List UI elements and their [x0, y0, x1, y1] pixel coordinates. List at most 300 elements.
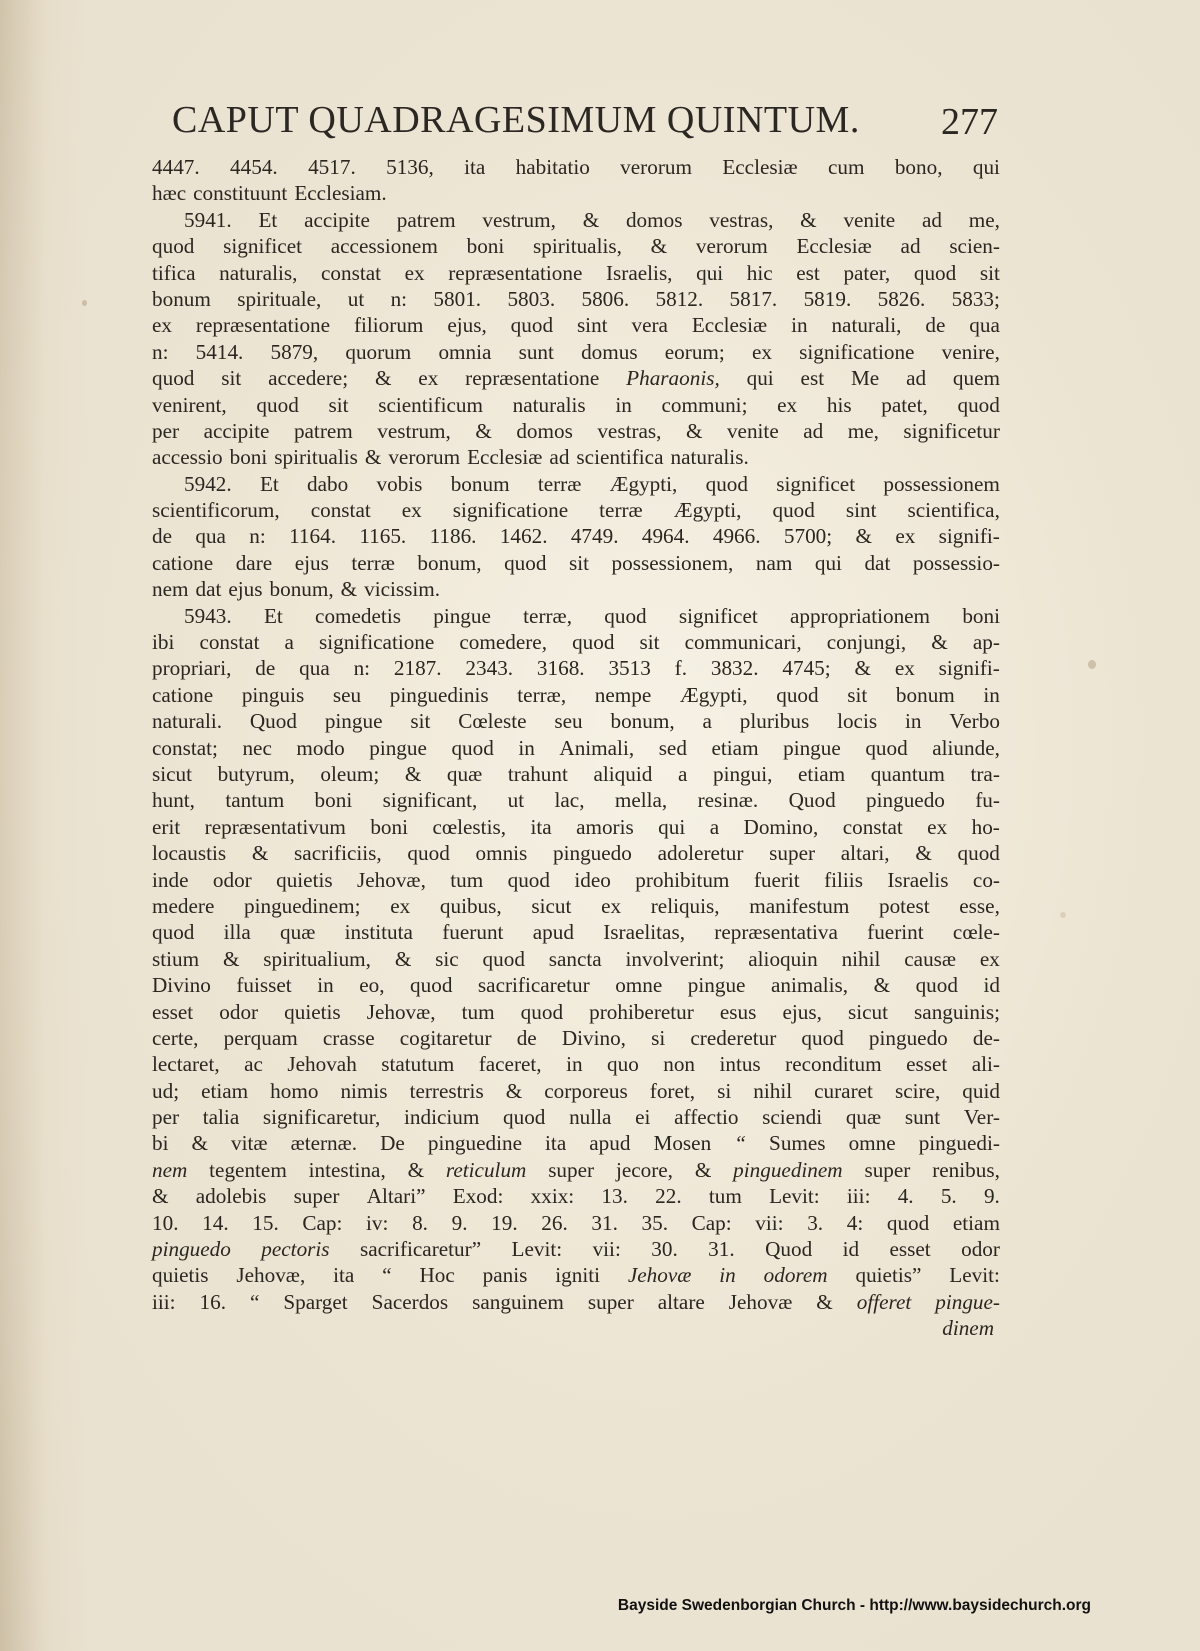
- word: bonum: [450, 471, 510, 496]
- word: quod: [520, 999, 564, 1024]
- word: significetur: [903, 418, 1000, 443]
- word: ejus,: [782, 999, 822, 1024]
- text-line: [152, 761, 1000, 787]
- word: Quod: [249, 709, 297, 734]
- word: pingue: [783, 735, 841, 760]
- word: pinguedo: [868, 1025, 948, 1050]
- word: bono,: [894, 155, 943, 179]
- word: Israelitas,: [603, 920, 685, 945]
- text-line: [152, 814, 1000, 840]
- word: sic: [435, 946, 459, 971]
- word: ho-: [971, 814, 1000, 839]
- word: etiam: [798, 761, 846, 786]
- word: pluribus: [739, 709, 810, 734]
- word: in: [317, 973, 334, 998]
- word: seu: [554, 709, 583, 734]
- word: sacrificiis,: [294, 841, 382, 866]
- word: odor: [219, 999, 259, 1024]
- body-text: [152, 154, 1000, 1342]
- word: his: [826, 392, 852, 417]
- word: cogitaretur: [399, 1025, 492, 1050]
- word: vestras,: [709, 207, 774, 232]
- word: omne: [615, 973, 663, 998]
- word: Ecclesiæ: [467, 445, 543, 470]
- word: verorum: [388, 445, 461, 470]
- word: 13.: [601, 1184, 628, 1209]
- word: tra-: [970, 761, 1000, 786]
- word: qua: [969, 313, 1000, 338]
- text-line: [152, 1183, 1000, 1209]
- word: quod: [776, 682, 819, 707]
- word: boni: [370, 814, 408, 839]
- word: Jehovæ,: [357, 867, 426, 892]
- word: venirent,: [152, 392, 227, 417]
- word: ideo: [574, 867, 611, 892]
- word: homo: [270, 1078, 319, 1103]
- paper-stain: [82, 300, 87, 306]
- word: Cap:: [691, 1210, 732, 1235]
- word: ibi: [152, 630, 175, 655]
- word: qua: [299, 656, 330, 681]
- word: patrem: [396, 207, 456, 232]
- word: spiritualis,: [533, 234, 622, 259]
- word: habitatio: [515, 155, 590, 179]
- word: boni: [962, 603, 1000, 628]
- word: pinguedinis: [389, 682, 489, 707]
- word: Jehovæ,: [366, 999, 436, 1024]
- word: esse,: [959, 893, 1000, 918]
- word: 4:: [846, 1210, 864, 1235]
- word: &: [505, 1078, 523, 1103]
- word: super: [293, 1184, 340, 1209]
- word: nam: [755, 550, 793, 575]
- word: “: [382, 1263, 392, 1288]
- word: &: [816, 1289, 833, 1314]
- page-header: [172, 98, 998, 158]
- word: constat: [321, 260, 382, 285]
- text-line: [152, 1236, 1000, 1262]
- word: Ver-: [963, 1105, 1000, 1130]
- word: Ecclesiæ: [691, 313, 768, 338]
- text-line: [152, 444, 1000, 470]
- word: 1462.: [499, 524, 548, 549]
- text-line: [152, 1078, 1000, 1104]
- word: possessionem,: [611, 550, 734, 575]
- text-line: [152, 708, 1000, 734]
- word: vii:: [755, 1210, 784, 1235]
- word: filiis: [824, 867, 863, 892]
- source-watermark: Bayside Swedenborgian Church - http://www.baysidechurch.org: [617, 1597, 1091, 1614]
- word: quod: [510, 313, 554, 338]
- word: spiritualium,: [263, 946, 371, 971]
- word: sicut: [152, 761, 193, 786]
- word: Sparget: [283, 1289, 348, 1314]
- word: possessio-: [912, 550, 1000, 575]
- word: ejus: [228, 577, 263, 602]
- word: ex: [401, 498, 422, 523]
- word: qui: [696, 260, 724, 285]
- word: vestras,: [597, 418, 662, 443]
- word: Levit:: [511, 1237, 563, 1262]
- word: cum: [827, 155, 865, 179]
- word: Pharaonis,: [626, 366, 720, 391]
- word: sit: [979, 260, 1000, 285]
- word: si: [651, 1025, 666, 1050]
- word: curaret: [814, 1078, 873, 1103]
- word: Cap:: [302, 1210, 343, 1235]
- word: n:: [353, 656, 371, 681]
- word: propriari,: [152, 656, 232, 681]
- word: “: [249, 1289, 260, 1314]
- word: pingue: [687, 973, 746, 998]
- word: æternæ.: [290, 1131, 358, 1156]
- word: Et: [263, 603, 283, 628]
- word: lac,: [554, 788, 585, 813]
- word: repræsentatione: [465, 366, 600, 391]
- word: tum: [450, 867, 484, 892]
- word: communi;: [661, 392, 748, 417]
- text-line: [152, 550, 1000, 576]
- word: resinæ.: [697, 788, 759, 813]
- word: id: [842, 1237, 860, 1262]
- word: scientificum: [378, 392, 483, 417]
- word: Quod: [788, 788, 836, 813]
- word: venite: [843, 207, 896, 232]
- word: prohiberetur: [589, 999, 694, 1024]
- word: de: [255, 656, 276, 681]
- word: ex: [927, 814, 948, 839]
- word: fuerint: [867, 920, 924, 945]
- word: esset: [889, 1237, 931, 1262]
- word: bi: [152, 1131, 169, 1156]
- word: quod: [801, 1025, 844, 1050]
- word: &: [931, 630, 948, 655]
- word: adolebis: [195, 1184, 267, 1209]
- word: quod: [152, 366, 195, 391]
- word: mella,: [614, 788, 668, 813]
- word: conjungi,: [826, 630, 907, 655]
- word: &: [650, 234, 668, 259]
- word: 5812.: [655, 286, 704, 311]
- word: ad: [922, 207, 942, 232]
- word: altare: [657, 1289, 705, 1314]
- word: iv:: [366, 1210, 389, 1235]
- word: 3168.: [536, 656, 585, 681]
- text-line: [152, 1210, 1000, 1236]
- word: eorum;: [664, 339, 725, 364]
- text-line: [152, 286, 1000, 312]
- word: nihil: [753, 1078, 793, 1103]
- word: catione: [152, 550, 214, 575]
- word: quod: [504, 550, 547, 575]
- word: sit: [847, 682, 868, 707]
- word: 4749.: [570, 524, 619, 549]
- word: 5806.: [581, 286, 630, 311]
- word: super: [548, 1157, 595, 1182]
- word: vera: [631, 313, 668, 338]
- word: ex: [404, 260, 425, 285]
- word: significet: [223, 234, 302, 259]
- text-line: [152, 1289, 1000, 1315]
- word: qui: [814, 550, 842, 575]
- word: significet: [776, 471, 856, 496]
- word: domus: [581, 339, 638, 364]
- word: ex: [601, 893, 622, 918]
- word: de: [152, 524, 172, 549]
- text-line: [152, 603, 1000, 629]
- text-line: [152, 471, 1000, 497]
- word: sed: [658, 735, 687, 760]
- word: quod: [886, 1210, 930, 1235]
- text-line: [152, 180, 1000, 206]
- word: pinguedo: [152, 1237, 231, 1262]
- word: &: [407, 1157, 425, 1182]
- word: ad: [900, 234, 921, 259]
- text-line: [152, 629, 1000, 655]
- word: in: [719, 1263, 736, 1288]
- word: sacrificaretur”: [359, 1237, 482, 1262]
- word: tegentem: [209, 1157, 287, 1182]
- word: offeret: [856, 1289, 912, 1314]
- word: de: [925, 313, 946, 338]
- word: quibus,: [439, 893, 502, 918]
- word: boni: [466, 234, 505, 259]
- word: involverint;: [625, 946, 725, 971]
- word: ita: [333, 1263, 355, 1288]
- word: in: [566, 1052, 583, 1077]
- word: Ecclesiæ: [722, 155, 798, 179]
- word: panis: [482, 1263, 528, 1288]
- word: qui: [658, 814, 686, 839]
- word: instituta: [344, 920, 413, 945]
- word: 14.: [202, 1210, 229, 1235]
- word: sanguinis;: [914, 999, 1000, 1024]
- word: 4.: [897, 1184, 914, 1209]
- word: 5801.: [433, 286, 482, 311]
- word: fu-: [975, 788, 1000, 813]
- word: trahunt: [507, 761, 568, 786]
- word: sint: [576, 313, 608, 338]
- word: ut: [507, 788, 525, 813]
- word: tum: [461, 999, 495, 1024]
- word: ex: [390, 893, 411, 918]
- word: pingue: [324, 709, 383, 734]
- word: accedere;: [268, 366, 349, 391]
- text-line: [152, 1315, 1000, 1341]
- word: spirituale,: [237, 286, 322, 311]
- word: scire,: [894, 1078, 941, 1103]
- word: intus: [719, 1052, 761, 1077]
- word: &: [152, 1184, 169, 1209]
- word: nihil: [841, 946, 881, 971]
- word: &: [364, 445, 382, 470]
- word: nem: [152, 1157, 188, 1182]
- text-line: [152, 787, 1000, 813]
- running-head: CAPUT QUADRAGESIMUM QUINTUM.: [172, 99, 860, 141]
- word: qui: [746, 366, 774, 391]
- word: modo: [296, 735, 345, 760]
- word: quietis: [276, 867, 333, 892]
- word: me,: [847, 418, 879, 443]
- word: 5819.: [803, 286, 852, 311]
- word: n:: [390, 286, 408, 311]
- word: non: [663, 1052, 696, 1077]
- word: constat: [199, 630, 260, 655]
- word: sancta: [548, 946, 602, 971]
- word: esset: [906, 1052, 948, 1077]
- word: ac: [244, 1052, 263, 1077]
- word: etiam: [711, 735, 759, 760]
- word: Me: [850, 366, 880, 391]
- word: pingui,: [712, 761, 773, 786]
- word: sanguinem: [472, 1289, 564, 1314]
- text-line: [152, 972, 1000, 998]
- word: hic: [746, 260, 773, 285]
- word: vitæ: [231, 1131, 268, 1156]
- text-line: [152, 1262, 1000, 1288]
- word: accipite: [304, 207, 370, 232]
- word: prohibitum: [635, 867, 730, 892]
- text-line: [152, 418, 1000, 444]
- word: quod: [705, 471, 748, 496]
- word: bonum,: [269, 577, 334, 602]
- page-number: 277: [941, 101, 998, 143]
- word: renibus,: [932, 1157, 1000, 1182]
- word: constat: [310, 498, 371, 523]
- word: terræ,: [523, 603, 572, 628]
- word: in: [791, 313, 808, 338]
- word: dabo: [307, 471, 349, 496]
- word: est: [800, 366, 825, 391]
- text-line: [152, 840, 1000, 866]
- word: ut: [347, 286, 365, 311]
- word: verorum: [695, 234, 768, 259]
- word: potest: [878, 893, 930, 918]
- word: spiritualis: [274, 445, 358, 470]
- text-line: [152, 154, 1000, 180]
- word: de: [516, 1025, 537, 1050]
- word: comedetis: [315, 603, 401, 628]
- word: animalis,: [770, 973, 849, 998]
- word: butyrum,: [217, 761, 295, 786]
- word: quod: [772, 498, 815, 523]
- word: super: [864, 1157, 911, 1182]
- word: illa: [223, 920, 251, 945]
- word: Cœleste: [458, 709, 527, 734]
- word: Exod:: [452, 1184, 504, 1209]
- word: scientifica,: [907, 498, 1000, 523]
- word: quorum: [345, 339, 412, 364]
- word: a: [284, 630, 294, 655]
- word: n:: [249, 524, 266, 549]
- word: 5833;: [951, 286, 1000, 311]
- text-line: [152, 655, 1000, 681]
- word: 5942.: [184, 471, 232, 496]
- word: ejus: [294, 550, 329, 575]
- word: aliquid: [593, 761, 653, 786]
- text-line: [152, 392, 1000, 418]
- word: a: [702, 709, 712, 734]
- word: naturalis: [512, 392, 586, 417]
- text-line: [152, 207, 1000, 233]
- word: aliunde,: [932, 735, 1000, 760]
- word: &: [404, 761, 422, 786]
- word: nimis: [340, 1078, 388, 1103]
- word: corporeus: [544, 1078, 628, 1103]
- word: etiam: [952, 1210, 1000, 1235]
- word: quod: [410, 973, 453, 998]
- word: 8.: [412, 1210, 428, 1235]
- word: significatione: [318, 630, 435, 655]
- word: &: [374, 366, 392, 391]
- word: Animali,: [559, 735, 635, 760]
- word: Domino,: [743, 814, 819, 839]
- word: intestina,: [308, 1157, 386, 1182]
- word: odor: [961, 1237, 1000, 1262]
- text-line: [152, 576, 1000, 602]
- word: eo,: [359, 973, 385, 998]
- word: &: [222, 946, 240, 971]
- word: quod: [152, 920, 195, 945]
- text-line: [152, 339, 1000, 365]
- word: 4745;: [782, 656, 831, 681]
- word: pinguedo: [553, 841, 632, 866]
- word: &: [694, 1157, 712, 1182]
- word: 31.: [708, 1237, 735, 1262]
- word: ex: [777, 392, 798, 417]
- word: manifestum: [749, 893, 850, 918]
- word: reliquis,: [650, 893, 720, 918]
- word: &: [854, 656, 871, 681]
- word: qua: [195, 524, 226, 549]
- word: &: [915, 841, 932, 866]
- word: constat: [842, 814, 903, 839]
- word: pinguedinem;: [244, 893, 361, 918]
- word: pinguedo: [866, 788, 945, 813]
- word: De: [380, 1131, 405, 1156]
- word: &: [394, 946, 412, 971]
- word: boni: [314, 788, 353, 813]
- word: &: [873, 973, 891, 998]
- word: signifi-: [938, 656, 1000, 681]
- word: statutum: [381, 1052, 455, 1077]
- word: igniti: [555, 1263, 600, 1288]
- word: crederetur: [690, 1025, 777, 1050]
- word: quod: [957, 841, 1000, 866]
- word: bonum: [895, 682, 955, 707]
- word: in: [615, 392, 632, 417]
- word: 5414.: [195, 339, 244, 364]
- word: comedere,: [459, 630, 548, 655]
- word: ad: [906, 366, 927, 391]
- word: medere: [152, 893, 215, 918]
- word: significant,: [382, 788, 478, 813]
- word: odor: [212, 867, 252, 892]
- word: in: [983, 682, 1000, 707]
- word: sicut: [531, 893, 572, 918]
- word: sit: [410, 709, 431, 734]
- word: 22.: [655, 1184, 682, 1209]
- word: esus: [719, 999, 757, 1024]
- word: quod: [865, 735, 908, 760]
- word: hæc: [152, 181, 187, 206]
- word: dat: [864, 550, 891, 575]
- word: venite: [726, 418, 779, 443]
- word: bonum,: [610, 709, 675, 734]
- word: fuerit: [753, 867, 800, 892]
- word: accipite: [203, 418, 270, 443]
- word: Et: [259, 471, 279, 496]
